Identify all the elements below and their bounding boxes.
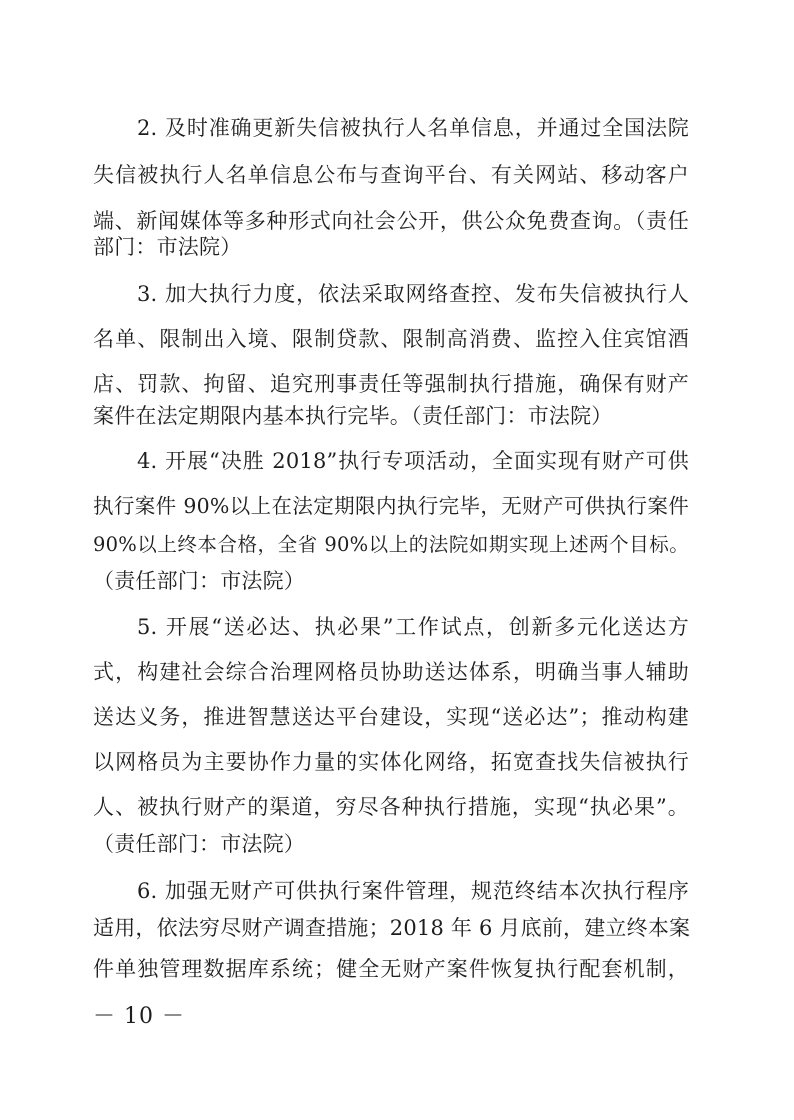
text-line: 送达义务，推进智慧送达平台建设，实现“送必达”；推动构建 (93, 705, 689, 729)
text-line: 部门：市法院） (93, 235, 242, 259)
text-line: 失信被执行人名单信息公布与查询平台、有关网站、移动客户 (93, 163, 689, 187)
text-line: 6. 加强无财产可供执行案件管理，规范终结本次执行程序 (137, 879, 689, 903)
page-number: － 10 － (93, 1004, 185, 1029)
text-line: 90%以上终本合格，全省 90%以上的法院如期实现上述两个目标。 (93, 533, 689, 556)
text-line: 店、罚款、拘留、追究刑事责任等强制执行措施，确保有财产 (93, 372, 689, 396)
text-line: 3. 加大执行力度，依法采取网络查控、发布失信被执行人 (137, 282, 689, 306)
text-line: 4. 开展“决胜 2018”执行专项活动，全面实现有财产可供 (137, 449, 689, 473)
text-line: 以网格员为主要协作力量的实体化网络，拓宽查找失信被执行 (93, 750, 689, 774)
text-line: 适用，依法穷尽财产调查措施；2018 年 6 月底前，建立终本案 (93, 916, 691, 940)
text-line: 式，构建社会综合治理网格员协助送达体系，明确当事人辅助 (93, 660, 689, 684)
text-line: 5. 开展“送必达、执必果”工作试点，创新多元化送达方 (137, 615, 689, 639)
text-line: 件单独管理数据库系统；健全无财产案件恢复执行配套机制， (93, 957, 689, 981)
text-line: 端、新闻媒体等多种形式向社会公开，供公众免费查询。（责任 (93, 209, 689, 233)
text-line: 名单、限制出入境、限制贷款、限制高消费、监控入住宾馆酒 (93, 327, 689, 351)
text-line: （责任部门：市法院） (93, 569, 305, 593)
text-line: 执行案件 90%以上在法定期限内执行完毕，无财产可供执行案件 (93, 494, 689, 518)
text-line: 2. 及时准确更新失信被执行人名单信息，并通过全国法院 (137, 116, 689, 140)
text-line: 人、被执行财产的渠道，穷尽各种执行措施，实现“执必果”。 (93, 795, 689, 819)
text-line: 案件在法定期限内基本执行完毕。（责任部门：市法院） (93, 404, 613, 428)
text-line: （责任部门：市法院） (93, 832, 305, 856)
